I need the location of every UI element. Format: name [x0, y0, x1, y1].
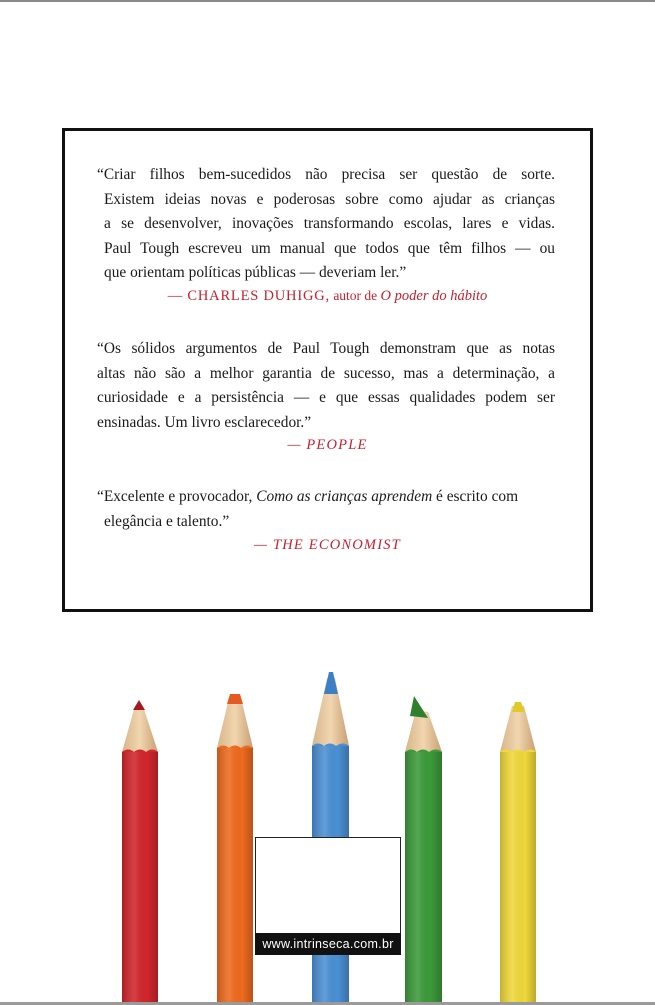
quote-line: “Os sólidos argumentos de Paul Tough demonstram que as notas: [97, 340, 555, 357]
top-rule: [0, 0, 655, 2]
publisher-url: www.intrinseca.com.br: [255, 933, 401, 955]
attribution-economist: — THE ECONOMIST: [254, 537, 401, 553]
attribution-role: autor de: [329, 288, 381, 303]
quote-text: é escrito com: [432, 488, 519, 505]
quote-line: Existem ideias novas e poderosas sobre como ajudar as crianças: [104, 190, 555, 208]
quote-line: Paul Tough escreveu um manual que todos que têm filhos — ou: [104, 239, 555, 257]
red-pencil: [122, 700, 158, 1002]
quote-line: [97, 485, 555, 510]
blurb-box: [62, 128, 593, 612]
quote-people: [97, 337, 555, 435]
quote-line: “Criar filhos bem-sucedidos não precisa ser questão de sorte.: [97, 166, 555, 183]
attribution-people: — PEOPLE: [287, 437, 368, 453]
quote-economist: [97, 485, 555, 534]
green-pencil: [405, 696, 442, 1002]
yellow-pencil: [500, 702, 536, 1002]
quote-duhigg: [97, 163, 555, 286]
quote-line: ensinadas. Um livro esclarecedor.”: [97, 413, 312, 431]
quote-line: curiosidade e a persistência — e que essas qualidades podem ser: [97, 389, 555, 406]
attribution-work: O poder do hábito: [380, 288, 488, 304]
orange-pencil: [217, 694, 253, 1002]
quote-text: “Excelente e provocador,: [97, 488, 257, 505]
attribution-name: — CHARLES DUHIGG,: [167, 288, 330, 304]
quote-line: a se desenvolver, inovações transformando escolas, lares e vidas.: [104, 215, 555, 232]
quote-line: elegância e talento.”: [104, 512, 230, 530]
book-title: Como as crianças aprendem: [256, 488, 433, 505]
quote-line: que orientam políticas públicas — deveriam ler.”: [104, 264, 407, 281]
attribution-duhigg: [65, 288, 590, 305]
quote-line: altas não são a melhor garantia de sucesso, mas a determinação, a: [97, 364, 555, 382]
